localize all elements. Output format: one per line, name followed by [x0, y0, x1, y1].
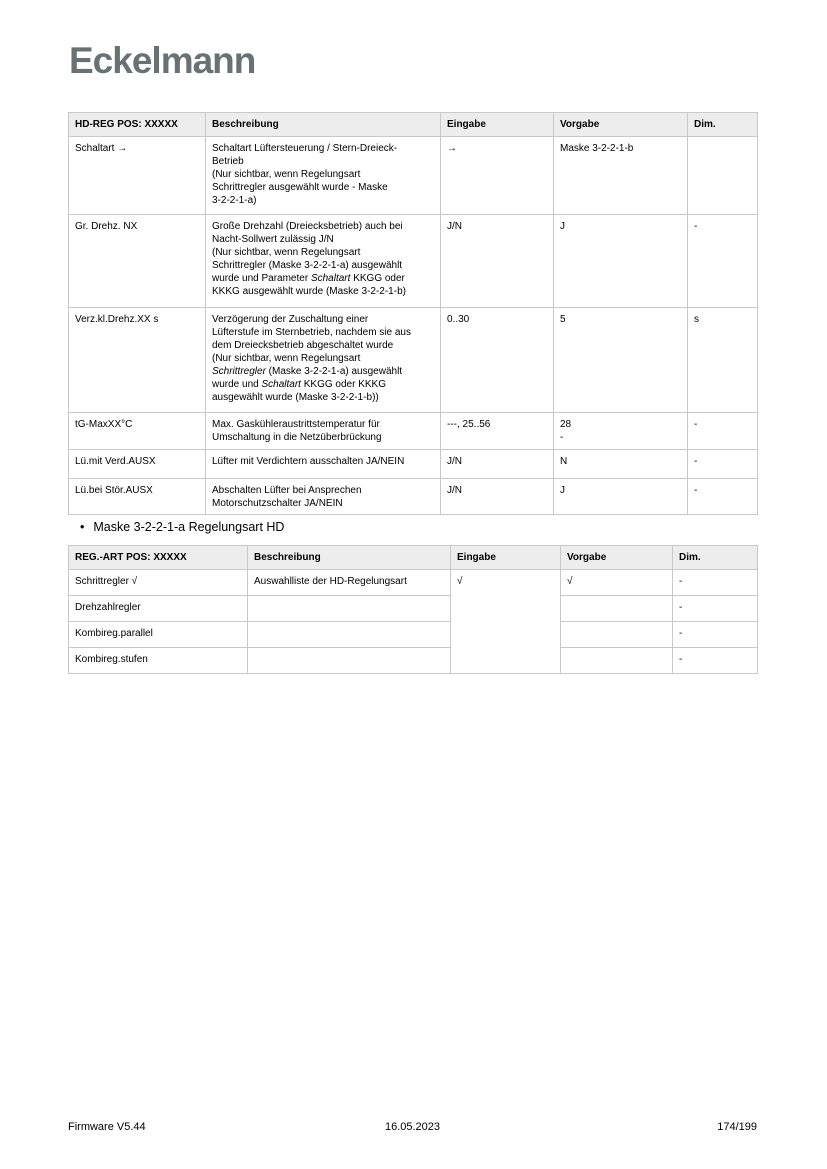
footer-date: 16.05.2023	[384, 1121, 441, 1133]
column-header-dim: Dim.	[673, 546, 758, 570]
cell-param: Schaltart →	[69, 137, 206, 215]
column-header-eingabe: Eingabe	[451, 546, 561, 570]
cell-beschreibung: Große Drehzahl (Dreiecksbetrieb) auch bei Nacht-Sollwert zulässig J/N (Nur sichtbar, wenn Regelungsart Schrittregler (Maske 3-2-2-1-a) ausgewählt wurde und Parameter Schaltart KKGG oder KKKG ausgewählt wurde (Maske 3-2-2-1-b)	[206, 215, 441, 308]
cell-dim: -	[688, 215, 758, 308]
hd-reg-parameter-table	[68, 112, 758, 515]
cell-param: Verz.kl.Drehz.XX s	[69, 308, 206, 413]
eckelmann-logo: Eckelmann	[69, 40, 256, 81]
cell-beschreibung: Auswahlliste der HD-Regelungsart	[248, 570, 451, 596]
cell-param: Kombireg.stufen	[69, 648, 248, 674]
column-header-eingabe: Eingabe	[441, 113, 554, 137]
table-row	[69, 622, 758, 648]
cell-vorgabe: 28 -	[554, 413, 688, 450]
cell-beschreibung: Lüfter mit Verdichtern ausschalten JA/NEIN	[206, 450, 441, 479]
cell-dim: -	[673, 596, 758, 622]
cell-param: Lü.mit Verd.AUSX	[69, 450, 206, 479]
cell-param: tG-MaxXX°C	[69, 413, 206, 450]
bullet-icon: •	[80, 520, 85, 534]
footer-page-number: 174/199	[717, 1121, 758, 1133]
table-row	[69, 479, 758, 515]
table-row	[69, 648, 758, 674]
table-row	[69, 413, 758, 450]
cell-eingabe: √	[451, 570, 561, 674]
cell-beschreibung: Verzögerung der Zuschaltung einer Lüfterstufe im Sternbetrieb, nachdem sie aus dem Dreiecksbetrieb abgeschaltet wurde (Nur sichtbar, wenn Regelungsart Schrittregler (Maske 3-2-2-1-a) ausgewählt wurde und Schaltart KKGG oder KKKG ausgewählt wurde (Maske 3-2-2-1-b))	[206, 308, 441, 413]
column-header-param: HD-REG POS: XXXXX	[69, 113, 206, 137]
table-row	[69, 308, 758, 413]
column-header-vorgabe: Vorgabe	[554, 113, 688, 137]
table-header-row	[69, 113, 758, 137]
cell-dim: -	[688, 413, 758, 450]
cell-eingabe: →	[441, 137, 554, 215]
page-footer	[68, 1121, 757, 1133]
cell-param: Drehzahlregler	[69, 596, 248, 622]
cell-dim: -	[673, 622, 758, 648]
cell-param: Kombireg.parallel	[69, 622, 248, 648]
cell-beschreibung: Abschalten Lüfter bei Ansprechen Motorschutzschalter JA/NEIN	[206, 479, 441, 515]
cell-vorgabe	[561, 622, 673, 648]
cell-vorgabe: Maske 3-2-2-1-b	[554, 137, 688, 215]
cell-beschreibung: Schaltart Lüftersteuerung / Stern-Dreieck- Betrieb (Nur sichtbar, wenn Regelungsart Schrittregler ausgewählt wurde - Maske 3-2-2-1-a)	[206, 137, 441, 215]
cell-eingabe: J/N	[441, 215, 554, 308]
cell-vorgabe	[561, 648, 673, 674]
cell-eingabe: 0..30	[441, 308, 554, 413]
cell-vorgabe: J	[554, 479, 688, 515]
cell-vorgabe: √	[561, 570, 673, 596]
table-row	[69, 570, 758, 596]
cell-param: Gr. Drehz. NX	[69, 215, 206, 308]
cell-dim: -	[688, 479, 758, 515]
cell-vorgabe: 5	[554, 308, 688, 413]
cell-vorgabe: N	[554, 450, 688, 479]
footer-firmware-version: Firmware V5.44	[68, 1121, 146, 1133]
cell-eingabe: ---, 25..56	[441, 413, 554, 450]
table-header-row	[69, 546, 758, 570]
column-header-beschreibung: Beschreibung	[206, 113, 441, 137]
cell-beschreibung: Max. Gaskühleraustrittstemperatur für Umschaltung in die Netzüberbrückung	[206, 413, 441, 450]
cell-beschreibung	[248, 622, 451, 648]
cell-dim: -	[673, 648, 758, 674]
cell-param: Schrittregler √	[69, 570, 248, 596]
cell-param: Lü.bei Stör.AUSX	[69, 479, 206, 515]
table-row	[69, 215, 758, 308]
regelungsart-selection-table	[68, 545, 758, 674]
column-header-beschreibung: Beschreibung	[248, 546, 451, 570]
cell-dim: -	[673, 570, 758, 596]
table-row	[69, 596, 758, 622]
section-bullet-label: Maske 3-2-2-1-a Regelungsart HD	[93, 520, 285, 534]
cell-eingabe: J/N	[441, 479, 554, 515]
cell-vorgabe: J	[554, 215, 688, 308]
column-header-dim: Dim.	[688, 113, 758, 137]
cell-vorgabe	[561, 596, 673, 622]
cell-eingabe: J/N	[441, 450, 554, 479]
cell-dim	[688, 137, 758, 215]
section-bullet-item	[80, 519, 284, 536]
column-header-param: REG.-ART POS: XXXXX	[69, 546, 248, 570]
table-row	[69, 137, 758, 215]
cell-dim: s	[688, 308, 758, 413]
cell-beschreibung	[248, 596, 451, 622]
table-row	[69, 450, 758, 479]
column-header-vorgabe: Vorgabe	[561, 546, 673, 570]
cell-dim: -	[688, 450, 758, 479]
cell-beschreibung	[248, 648, 451, 674]
